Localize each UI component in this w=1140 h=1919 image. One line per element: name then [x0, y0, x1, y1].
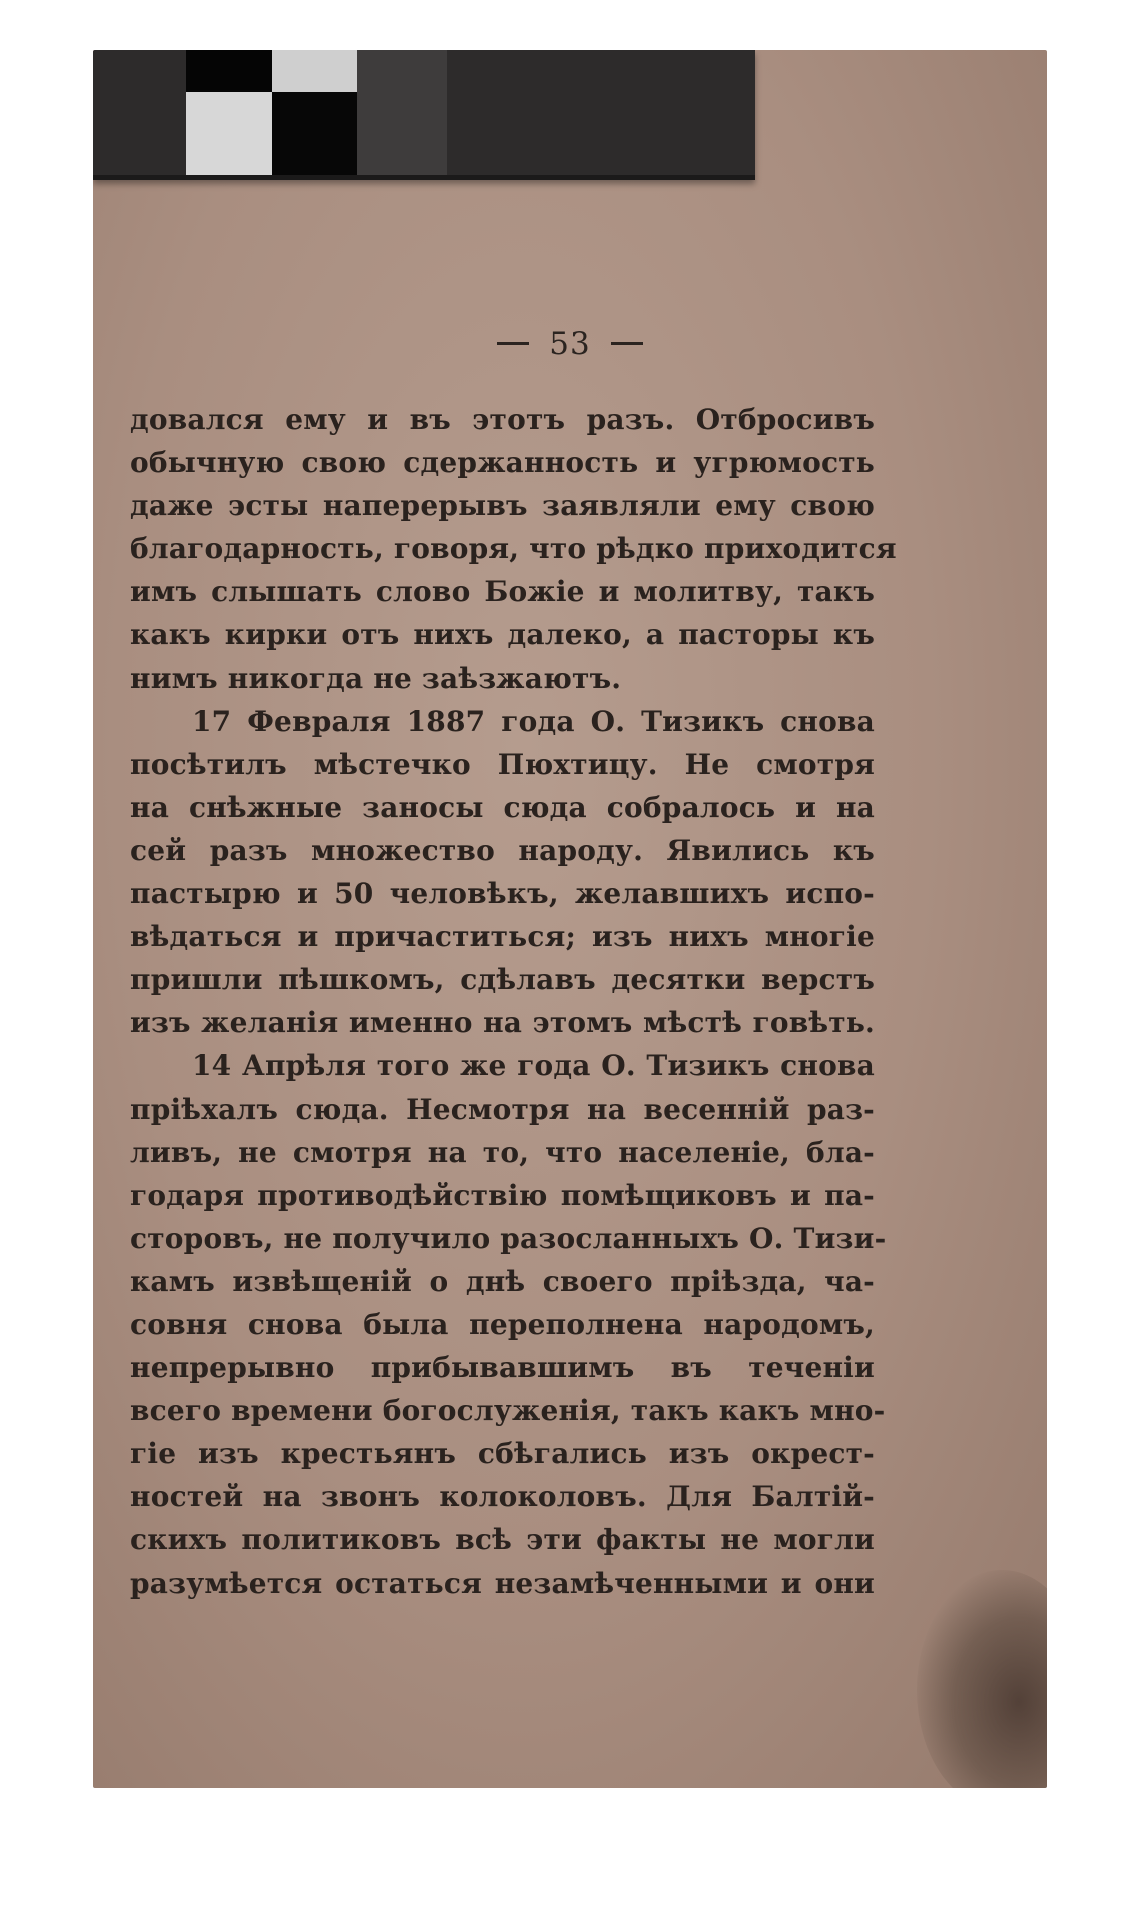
- text-line: разумѣется остаться незамѣченными и они: [130, 1566, 875, 1600]
- text-line: скихъ политиковъ всѣ эти факты не могли: [130, 1523, 875, 1557]
- text-line: имъ слышать слово Божіе и молитву, такъ: [130, 575, 875, 609]
- color-patch-dark: [357, 50, 447, 175]
- text-line: непрерывно прибывавшимъ въ теченіи: [130, 1351, 875, 1385]
- page-number-dash-left: [497, 342, 529, 345]
- book-page: [93, 50, 1047, 1788]
- text-line: посѣтилъ мѣстечко Пюхтицу. Не смотря: [130, 747, 875, 781]
- color-patch-black-top: [186, 50, 272, 92]
- text-line: ностей на звонъ колоколовъ. Для Балтій-: [130, 1480, 875, 1514]
- text-line-paragraph-start: 17 Февраля 1887 года О. Тизикъ снова: [192, 704, 875, 738]
- text-line: даже эсты наперерывъ заявляли ему свою: [130, 489, 875, 523]
- text-line: ливъ, не смотря на то, что населеніе, бла-: [130, 1135, 875, 1169]
- text-line: какъ кирки отъ нихъ далеко, а пасторы къ: [130, 618, 875, 652]
- color-patch-black-bottom: [272, 92, 357, 175]
- text-line: изъ желанія именно на этомъ мѣстѣ говѣть.: [130, 1006, 875, 1040]
- text-line: довался ему и въ этотъ разъ. Отбросивъ: [130, 403, 875, 436]
- page-number: [93, 326, 1047, 362]
- text-line: совня снова была переполнена народомъ,: [130, 1307, 875, 1341]
- page-number-dash-right: [611, 342, 643, 345]
- text-line: на снѣжные заносы сюда собралось и на: [130, 790, 875, 824]
- color-patch-gray-bottom: [186, 92, 272, 175]
- color-patch-gray-top: [272, 50, 357, 92]
- body-text: [130, 398, 897, 1605]
- text-line: пришли пѣшкомъ, сдѣлавъ десятки верстъ: [130, 963, 875, 997]
- text-line: сторовъ, не получило разосланныхъ О. Тизи-: [130, 1221, 887, 1255]
- scan-color-target-bar: [93, 50, 755, 180]
- text-line: всего времени богослуженія, такъ какъ мно-: [130, 1394, 886, 1428]
- text-line: вѣдаться и причаститься; изъ нихъ многіе: [130, 920, 875, 954]
- text-line: благодарность, говоря, что рѣдко приходится: [130, 532, 897, 566]
- text-line: пріѣхалъ сюда. Несмотря на весенній раз-: [130, 1092, 875, 1126]
- text-line-paragraph-start: 14 Апрѣля того же года О. Тизикъ снова: [192, 1049, 875, 1083]
- text-line: камъ извѣщеній о днѣ своего пріѣзда, ча-: [130, 1264, 875, 1298]
- text-line: сей разъ множество народу. Явились къ: [130, 833, 875, 867]
- text-line: нимъ никогда не заѣзжаютъ.: [130, 661, 622, 695]
- text-line: годаря противодѣйствію помѣщиковъ и па-: [130, 1178, 875, 1212]
- text-line: обычную свою сдержанность и угрюмость: [130, 446, 875, 480]
- text-line: пастырю и 50 человѣкъ, желавшихъ испо-: [130, 877, 875, 911]
- text-line: гіе изъ крестьянъ сбѣгались изъ окрест-: [130, 1437, 875, 1471]
- page-number-value: 53: [549, 326, 591, 362]
